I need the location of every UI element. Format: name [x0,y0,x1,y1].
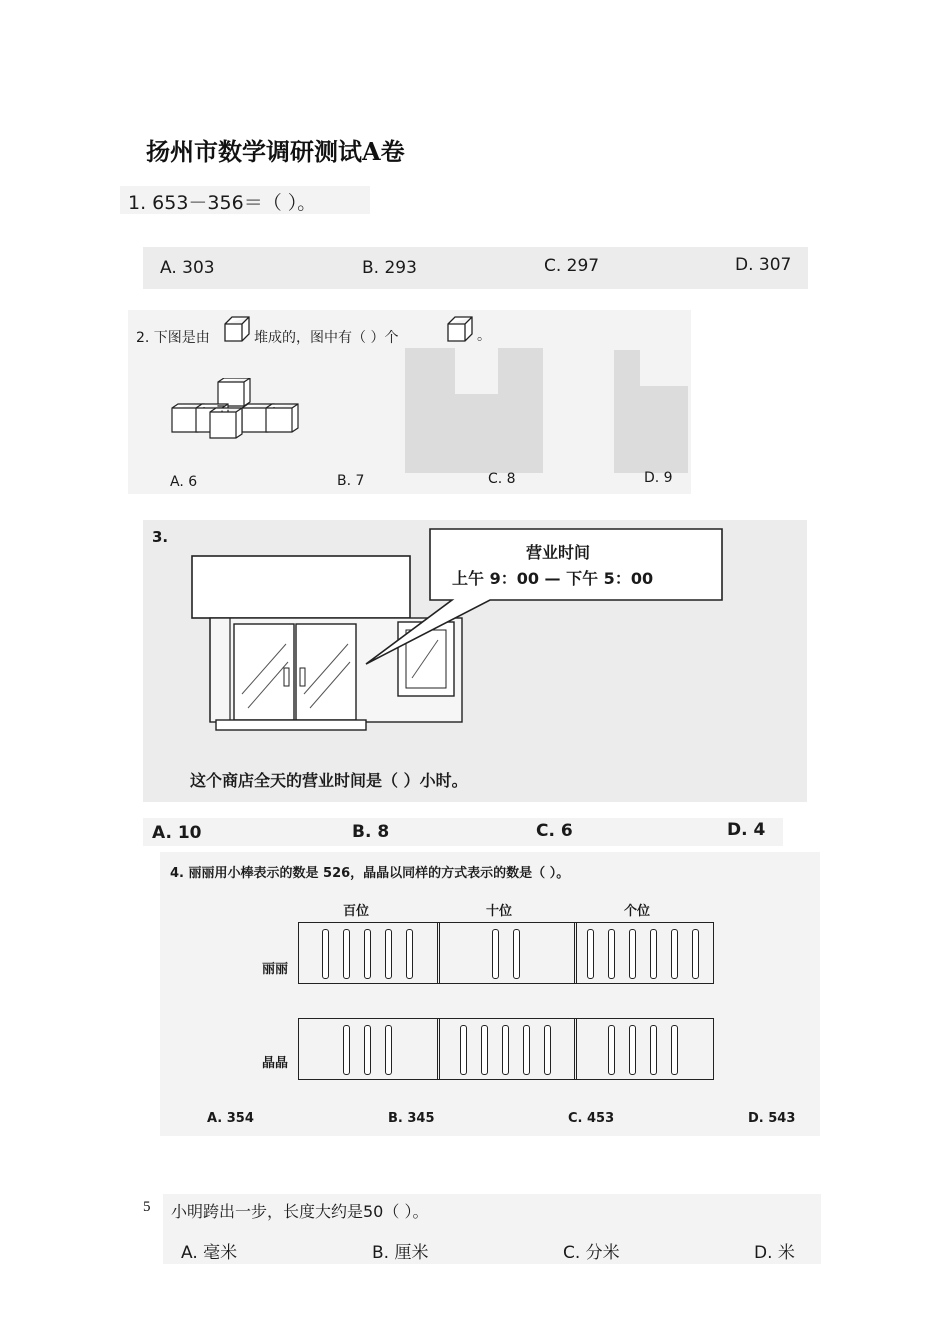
counting-rod [513,929,520,979]
q3-question: 这个商店全天的营业时间是（ ）小时。 [190,771,468,790]
counting-rod [322,929,329,979]
row-label-jingjing: 晶晶 [262,1056,289,1071]
header-ones: 个位 [624,904,651,919]
counting-rod [385,929,392,979]
counting-rod [502,1025,509,1075]
counting-rod [650,929,657,979]
row-label-lili: 丽丽 [262,962,289,977]
q4-scan-area [160,852,820,1136]
counting-rod [492,929,499,979]
q4-option-d[interactable]: D. 543 [748,1111,796,1126]
q1-option-d[interactable]: D. 307 [735,255,792,275]
q5-option-a[interactable]: A. 毫米 [181,1243,238,1263]
counting-rod [544,1025,551,1075]
counting-rod [364,1025,371,1075]
faded-background-shapes [400,348,690,476]
q5-option-b[interactable]: B. 厘米 [372,1243,429,1263]
counting-rod [343,1025,350,1075]
header-tens: 十位 [486,904,513,919]
counting-rod [608,1025,615,1075]
counting-rod [671,929,678,979]
counting-rod [481,1025,488,1075]
q5-number: 5 [143,1199,151,1215]
q1-option-b[interactable]: B. 293 [362,258,417,278]
q2-option-d[interactable]: D. 9 [644,470,673,486]
q1-stem: 1. 653－356＝（ ）。 [128,192,317,214]
cube-stack-figure [170,378,300,440]
cube-icon [445,314,475,344]
q2-stem-part3: 。 [477,328,491,344]
place-cell-tens [437,922,577,984]
counting-rod [650,1025,657,1075]
q3-option-c[interactable]: C. 6 [536,821,573,841]
counting-rod [523,1025,530,1075]
q4-option-c[interactable]: C. 453 [568,1111,615,1126]
q4-option-b[interactable]: B. 345 [388,1111,435,1126]
counting-rod [343,929,350,979]
header-hundreds: 百位 [343,904,370,919]
q3-options-strip [143,818,783,846]
page-title: 扬州市数学调研测试A卷 [146,137,405,166]
q3-option-a[interactable]: A. 10 [152,823,202,843]
counting-rod [671,1025,678,1075]
q4-option-a[interactable]: A. 354 [207,1111,254,1126]
counting-rod [587,929,594,979]
counting-rod [385,1025,392,1075]
q4-stem: 4. 丽丽用小棒表示的数是 526，晶晶以同样的方式表示的数是（ ）。 [170,866,570,881]
q5-option-d[interactable]: D. 米 [754,1243,795,1263]
q2-stem-part2: 堆成的，图中有（ ）个 [254,330,399,346]
shop-illustration [190,524,730,734]
q3-option-b[interactable]: B. 8 [352,822,390,842]
counting-rod [629,929,636,979]
sign-title: 营业时间 [526,543,591,562]
counting-rod [608,929,615,979]
q2-option-c[interactable]: C. 8 [488,471,516,487]
counting-rod [364,929,371,979]
counting-rod [629,1025,636,1075]
counting-rod [406,929,413,979]
q2-option-b[interactable]: B. 7 [337,473,365,489]
sign-hours: 上午 9：00 — 下午 5：00 [452,569,654,588]
cube-icon [222,314,252,344]
q3-option-d[interactable]: D. 4 [727,820,766,840]
q2-option-a[interactable]: A. 6 [170,474,198,490]
q2-stem-part1: 2. 下图是由 [136,330,210,346]
q5-stem: 小明跨出一步，长度大约是50（ ）。 [171,1202,429,1221]
q1-option-a[interactable]: A. 303 [160,258,215,278]
place-cell-ones [574,1018,714,1080]
q5-option-c[interactable]: C. 分米 [563,1243,620,1263]
q3-number: 3. [152,528,169,546]
q1-options-strip [143,247,808,289]
counting-rod [692,929,699,979]
counting-rod [460,1025,467,1075]
q1-option-c[interactable]: C. 297 [544,256,600,276]
